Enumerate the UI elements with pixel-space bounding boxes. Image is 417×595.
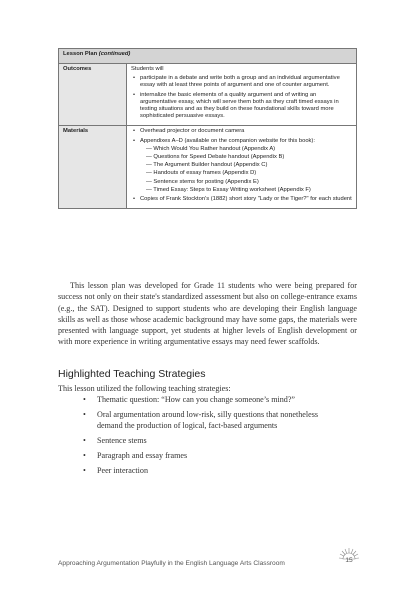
appendix-item-b: — Questions for Speed Debate handout (Appendix B) <box>146 154 285 161</box>
outcome-item-1: • participate in a debate and write both a group and an individual argumentative essay with at least three points of argument and one of counter argument. <box>140 75 352 89</box>
materials-label: Materials <box>59 126 127 209</box>
material-item-appendixes <box>140 138 352 194</box>
strategies-list <box>83 394 343 480</box>
appendix-item-c: — The Argument Builder handout (Appendix C) <box>146 162 268 169</box>
appendix-sublist <box>140 146 352 194</box>
outcome-item-2: • internalize the basic elements of a quality argument and of writing an argumentative essay, which will serve them both as they craft timed essays in testing situations and as they build on these foundational skills toward more sophisticated persuasive essays. <box>140 92 352 121</box>
material-item-story-copies: • Copies of Frank Stockton's (1882) short story "Lady or the Tiger?" for each student <box>140 196 352 203</box>
page-number: 15 <box>345 557 353 564</box>
outcomes-list <box>131 75 352 120</box>
outcomes-intro: Students will <box>131 66 164 72</box>
lesson-plan-table <box>58 48 357 209</box>
page-number-badge <box>338 548 360 566</box>
footer-running-title: Approaching Argumentation Playfully in the English Language Arts Classroom <box>58 560 285 567</box>
section-heading: Highlighted Teaching Strategies <box>58 368 206 380</box>
strategy-item-4: • Paragraph and essay frames <box>83 450 343 461</box>
section-lead: This lesson utilized the following teaching strategies: <box>58 384 231 393</box>
outcomes-label: Outcomes <box>59 64 127 126</box>
appendix-item-a: — Which Would You Rather handout (Appendix A) <box>146 145 276 152</box>
outcomes-row <box>59 64 357 126</box>
table-header-title: Lesson Plan <box>63 51 98 57</box>
table-header <box>59 49 357 64</box>
strategy-item-3: • Sentence stems <box>83 435 343 446</box>
materials-list <box>131 128 352 203</box>
outcomes-cell <box>127 64 357 126</box>
appendix-item-e: — Sentence stems for posting (Appendix E) <box>146 178 259 185</box>
strategy-item-1: • Thematic question: “How can you change someone’s mind?” <box>83 394 343 405</box>
strategy-item-5: • Peer interaction <box>83 465 343 476</box>
appendix-item-d: — Handouts of essay frames (Appendix D) <box>146 170 257 177</box>
material-item-projector: • Overhead projector or document camera <box>140 128 352 135</box>
table-header-continued: (continued) <box>98 51 131 57</box>
table-header-row <box>59 49 357 64</box>
body-paragraph: This lesson plan was developed for Grade 11 students who were being prepared for success not only on their state's standardized assessment but also on college-entrance exams (e.g., the SAT). Designed to support students who are developing their English language skills as well as those whose academic background may have some gaps, the materials were presented with language support, yet students at higher levels of English development or with more experience in writing argumentative essays may need fewer scaffolds. <box>58 281 357 347</box>
material-appendixes-text: Appendixes A–D (available on the companion website for this book): <box>140 137 315 144</box>
strategy-item-2: • Oral argumentation around low-risk, silly questions that nonetheless demand the production of logical, fact-based arguments <box>83 409 343 431</box>
materials-row <box>59 126 357 209</box>
materials-cell <box>127 126 357 209</box>
appendix-item-f: — Timed Essay: Steps to Essay Writing worksheet (Appendix F) <box>146 186 311 193</box>
